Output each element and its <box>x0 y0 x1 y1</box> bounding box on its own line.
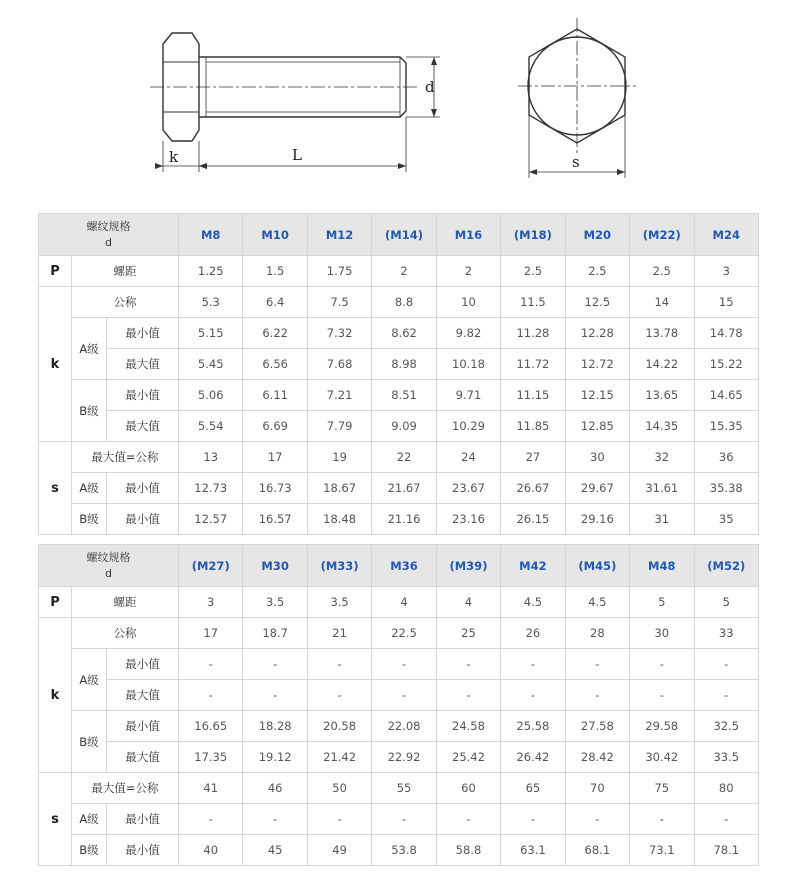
s-max-value: 46 <box>243 773 307 804</box>
pitch-value: 1.5 <box>243 256 307 287</box>
size-header: M48 <box>630 545 694 587</box>
pitch-value: 3.5 <box>243 587 307 618</box>
s-max-value: 27 <box>501 442 565 473</box>
k-a-min-value: - <box>307 649 371 680</box>
k-a-min-value: - <box>436 649 500 680</box>
s-a-min-value: - <box>243 804 307 835</box>
k-nominal-value: 5.3 <box>179 287 243 318</box>
thread-spec-header <box>39 545 179 587</box>
k-a-min-value: - <box>372 649 436 680</box>
size-header: (M52) <box>694 545 759 587</box>
size-header: M16 <box>436 214 500 256</box>
pitch-label: 螺距 <box>72 587 179 618</box>
dimension-label-L: L <box>292 146 302 164</box>
k-b-min-value: 24.58 <box>436 711 500 742</box>
pitch-label: 螺距 <box>72 256 179 287</box>
k-a-max-value: - <box>694 680 759 711</box>
pitch-value: 2 <box>372 256 436 287</box>
size-header: (M18) <box>501 214 565 256</box>
size-header: M12 <box>307 214 371 256</box>
k-nominal-value: 15 <box>694 287 759 318</box>
k-b-min-value: 13.65 <box>630 380 694 411</box>
k-b-max-value: 25.42 <box>436 742 500 773</box>
k-a-max-value: 8.98 <box>372 349 436 380</box>
pitch-value: 2.5 <box>501 256 565 287</box>
size-header: (M39) <box>436 545 500 587</box>
s-max-value: 65 <box>501 773 565 804</box>
s-a-min-value: 35.38 <box>694 473 759 504</box>
k-a-max-value: 11.72 <box>501 349 565 380</box>
min-label: 最小值 <box>107 649 179 680</box>
max-label: 最大值 <box>107 742 179 773</box>
size-header: (M45) <box>565 545 629 587</box>
grade-a-label: A级 <box>72 318 107 380</box>
s-a-min-value: 29.67 <box>565 473 629 504</box>
k-a-max-value: 12.72 <box>565 349 629 380</box>
k-b-min-value: 25.58 <box>501 711 565 742</box>
k-a-max-value: 6.56 <box>243 349 307 380</box>
size-header: (M27) <box>179 545 243 587</box>
k-nominal-value: 25 <box>436 618 500 649</box>
grade-b-label: B级 <box>72 835 107 866</box>
group-label-p: P <box>39 587 72 618</box>
dimension-label-k: k <box>169 148 179 166</box>
k-a-min-value: 11.28 <box>501 318 565 349</box>
k-a-max-value: - <box>565 680 629 711</box>
s-a-min-value: - <box>307 804 371 835</box>
dimension-label-s: s <box>572 153 580 171</box>
k-b-min-value: 29.58 <box>630 711 694 742</box>
size-header: M8 <box>179 214 243 256</box>
s-a-min-value: 31.61 <box>630 473 694 504</box>
k-b-min-value: 22.08 <box>372 711 436 742</box>
table-row <box>39 287 759 318</box>
k-b-min-value: 32.5 <box>694 711 759 742</box>
k-a-max-value: - <box>436 680 500 711</box>
table-row <box>39 545 759 587</box>
dimension-label-d: d <box>425 78 435 96</box>
s-max-value: 32 <box>630 442 694 473</box>
group-label-k: k <box>39 618 72 773</box>
table-row <box>39 256 759 287</box>
k-b-max-value: 5.54 <box>179 411 243 442</box>
size-header: (M14) <box>372 214 436 256</box>
k-nominal-value: 11.5 <box>501 287 565 318</box>
s-a-min-value: - <box>372 804 436 835</box>
s-a-min-value: - <box>501 804 565 835</box>
k-b-max-value: 7.79 <box>307 411 371 442</box>
s-max-value: 13 <box>179 442 243 473</box>
min-label: 最小值 <box>107 318 179 349</box>
min-label: 最小值 <box>107 473 179 504</box>
size-header: M10 <box>243 214 307 256</box>
group-label-s: s <box>39 442 72 535</box>
grade-b-label: B级 <box>72 504 107 535</box>
k-nominal-value: 33 <box>694 618 759 649</box>
s-max-value: 70 <box>565 773 629 804</box>
k-nominal-value: 12.5 <box>565 287 629 318</box>
k-b-max-value: 33.5 <box>694 742 759 773</box>
s-b-min-value: 31 <box>630 504 694 535</box>
s-max-value: 60 <box>436 773 500 804</box>
s-max-value: 75 <box>630 773 694 804</box>
size-header: M30 <box>243 545 307 587</box>
s-b-min-value: 35 <box>694 504 759 535</box>
k-a-min-value: 8.62 <box>372 318 436 349</box>
k-a-min-value: - <box>694 649 759 680</box>
min-label: 最小值 <box>107 835 179 866</box>
table-row <box>39 442 759 473</box>
table-row <box>39 504 759 535</box>
k-b-min-value: 27.58 <box>565 711 629 742</box>
s-a-min-value: 18.67 <box>307 473 371 504</box>
pitch-value: 1.25 <box>179 256 243 287</box>
k-nominal-value: 7.5 <box>307 287 371 318</box>
k-a-min-value: - <box>501 649 565 680</box>
s-b-min-value: 49 <box>307 835 371 866</box>
k-a-min-value: 6.22 <box>243 318 307 349</box>
k-a-max-value: 7.68 <box>307 349 371 380</box>
k-nominal-value: 18.7 <box>243 618 307 649</box>
k-b-max-value: 14.35 <box>630 411 694 442</box>
s-max-value: 36 <box>694 442 759 473</box>
s-b-min-value: 53.8 <box>372 835 436 866</box>
k-b-min-value: 16.65 <box>179 711 243 742</box>
group-label-p: P <box>39 256 72 287</box>
pitch-value: 2.5 <box>630 256 694 287</box>
k-nominal-value: 17 <box>179 618 243 649</box>
size-header: (M33) <box>307 545 371 587</box>
k-b-min-value: 12.15 <box>565 380 629 411</box>
k-b-max-value: 15.35 <box>694 411 759 442</box>
size-header: M36 <box>372 545 436 587</box>
s-b-min-value: 21.16 <box>372 504 436 535</box>
group-label-s: s <box>39 773 72 866</box>
min-label: 最小值 <box>107 504 179 535</box>
s-b-min-value: 29.16 <box>565 504 629 535</box>
table-row <box>39 742 759 773</box>
pitch-value: 1.75 <box>307 256 371 287</box>
grade-a-label: A级 <box>72 473 107 504</box>
k-a-max-value: - <box>501 680 565 711</box>
max-label: 最大值 <box>107 349 179 380</box>
s-max-value: 50 <box>307 773 371 804</box>
table-row <box>39 773 759 804</box>
s-max-value: 17 <box>243 442 307 473</box>
k-b-max-value: 11.85 <box>501 411 565 442</box>
table-row <box>39 318 759 349</box>
size-header: M42 <box>501 545 565 587</box>
bolt-spec-table-2 <box>38 544 759 866</box>
k-a-min-value: 12.28 <box>565 318 629 349</box>
s-max-value: 24 <box>436 442 500 473</box>
pitch-value: 2 <box>436 256 500 287</box>
size-header: (M22) <box>630 214 694 256</box>
k-b-max-value: 17.35 <box>179 742 243 773</box>
max-label: 最大值 <box>107 411 179 442</box>
s-a-min-value: - <box>694 804 759 835</box>
pitch-value: 2.5 <box>565 256 629 287</box>
k-b-max-value: 28.42 <box>565 742 629 773</box>
thread-spec-header <box>39 214 179 256</box>
k-a-max-value: 15.22 <box>694 349 759 380</box>
pitch-value: 5 <box>630 587 694 618</box>
thread-spec-label: 螺纹规格 <box>86 550 131 564</box>
table-row <box>39 214 759 256</box>
k-b-max-value: 12.85 <box>565 411 629 442</box>
s-a-min-value: - <box>630 804 694 835</box>
s-b-min-value: 68.1 <box>565 835 629 866</box>
pitch-value: 4 <box>436 587 500 618</box>
pitch-value: 3 <box>179 587 243 618</box>
pitch-value: 4.5 <box>565 587 629 618</box>
k-a-max-value: 10.18 <box>436 349 500 380</box>
s-a-min-value: - <box>436 804 500 835</box>
s-a-min-value: 21.67 <box>372 473 436 504</box>
table-row <box>39 804 759 835</box>
min-label: 最小值 <box>107 711 179 742</box>
table-row <box>39 411 759 442</box>
k-b-min-value: 9.71 <box>436 380 500 411</box>
k-b-min-value: 7.21 <box>307 380 371 411</box>
table-row <box>39 711 759 742</box>
s-b-min-value: 63.1 <box>501 835 565 866</box>
bolt-spec-table-1 <box>38 213 759 535</box>
s-b-min-value: 58.8 <box>436 835 500 866</box>
k-b-max-value: 19.12 <box>243 742 307 773</box>
s-max-label: 最大值=公称 <box>72 442 179 473</box>
s-a-min-value: 16.73 <box>243 473 307 504</box>
s-a-min-value: 26.67 <box>501 473 565 504</box>
k-nominal-label: 公称 <box>72 287 179 318</box>
k-a-min-value: 9.82 <box>436 318 500 349</box>
k-a-max-value: 14.22 <box>630 349 694 380</box>
k-a-max-value: - <box>243 680 307 711</box>
grade-a-label: A级 <box>72 804 107 835</box>
k-nominal-value: 21 <box>307 618 371 649</box>
k-b-min-value: 6.11 <box>243 380 307 411</box>
k-a-max-value: - <box>372 680 436 711</box>
k-a-min-value: 7.32 <box>307 318 371 349</box>
s-b-min-value: 18.48 <box>307 504 371 535</box>
k-b-min-value: 20.58 <box>307 711 371 742</box>
s-max-value: 19 <box>307 442 371 473</box>
s-a-min-value: 23.67 <box>436 473 500 504</box>
pitch-value: 3.5 <box>307 587 371 618</box>
pitch-value: 4.5 <box>501 587 565 618</box>
pitch-value: 3 <box>694 256 759 287</box>
k-a-max-value: 5.45 <box>179 349 243 380</box>
k-a-min-value: - <box>565 649 629 680</box>
table-row <box>39 618 759 649</box>
table-row <box>39 680 759 711</box>
k-b-max-value: 6.69 <box>243 411 307 442</box>
k-nominal-value: 10 <box>436 287 500 318</box>
s-b-min-value: 12.57 <box>179 504 243 535</box>
k-a-max-value: - <box>179 680 243 711</box>
k-b-min-value: 18.28 <box>243 711 307 742</box>
k-a-min-value: 14.78 <box>694 318 759 349</box>
k-nominal-label: 公称 <box>72 618 179 649</box>
k-nominal-value: 28 <box>565 618 629 649</box>
min-label: 最小值 <box>107 804 179 835</box>
min-label: 最小值 <box>107 380 179 411</box>
s-max-value: 80 <box>694 773 759 804</box>
size-header: M20 <box>565 214 629 256</box>
k-b-min-value: 14.65 <box>694 380 759 411</box>
s-b-min-value: 73.1 <box>630 835 694 866</box>
k-b-max-value: 10.29 <box>436 411 500 442</box>
s-b-min-value: 16.57 <box>243 504 307 535</box>
thread-spec-label: 螺纹规格 <box>86 219 131 233</box>
pitch-value: 5 <box>694 587 759 618</box>
k-a-min-value: - <box>179 649 243 680</box>
s-b-min-value: 45 <box>243 835 307 866</box>
k-b-min-value: 5.06 <box>179 380 243 411</box>
bolt-dimension-drawing <box>0 0 800 200</box>
k-b-min-value: 8.51 <box>372 380 436 411</box>
table-row <box>39 473 759 504</box>
s-a-min-value: - <box>565 804 629 835</box>
k-nominal-value: 30 <box>630 618 694 649</box>
table-row <box>39 349 759 380</box>
k-nominal-value: 6.4 <box>243 287 307 318</box>
k-b-min-value: 11.15 <box>501 380 565 411</box>
thread-spec-symbol: d <box>105 566 112 580</box>
k-b-max-value: 26.42 <box>501 742 565 773</box>
s-a-min-value: - <box>179 804 243 835</box>
k-a-min-value: - <box>630 649 694 680</box>
k-b-max-value: 21.42 <box>307 742 371 773</box>
k-b-max-value: 9.09 <box>372 411 436 442</box>
k-a-min-value: - <box>243 649 307 680</box>
grade-b-label: B级 <box>72 711 107 773</box>
k-nominal-value: 22.5 <box>372 618 436 649</box>
thread-spec-symbol: d <box>105 235 112 249</box>
pitch-value: 4 <box>372 587 436 618</box>
k-a-max-value: - <box>630 680 694 711</box>
k-a-min-value: 13.78 <box>630 318 694 349</box>
k-a-max-value: - <box>307 680 371 711</box>
s-b-min-value: 26.15 <box>501 504 565 535</box>
s-max-label: 最大值=公称 <box>72 773 179 804</box>
k-b-max-value: 30.42 <box>630 742 694 773</box>
s-max-value: 55 <box>372 773 436 804</box>
k-a-min-value: 5.15 <box>179 318 243 349</box>
table-row <box>39 835 759 866</box>
s-max-value: 22 <box>372 442 436 473</box>
grade-b-label: B级 <box>72 380 107 442</box>
s-a-min-value: 12.73 <box>179 473 243 504</box>
s-max-value: 41 <box>179 773 243 804</box>
table-row <box>39 649 759 680</box>
table-row <box>39 380 759 411</box>
s-b-min-value: 40 <box>179 835 243 866</box>
s-b-min-value: 23.16 <box>436 504 500 535</box>
k-b-max-value: 22.92 <box>372 742 436 773</box>
table-row <box>39 587 759 618</box>
size-header: M24 <box>694 214 759 256</box>
max-label: 最大值 <box>107 680 179 711</box>
s-max-value: 30 <box>565 442 629 473</box>
k-nominal-value: 26 <box>501 618 565 649</box>
grade-a-label: A级 <box>72 649 107 711</box>
s-b-min-value: 78.1 <box>694 835 759 866</box>
k-nominal-value: 14 <box>630 287 694 318</box>
k-nominal-value: 8.8 <box>372 287 436 318</box>
group-label-k: k <box>39 287 72 442</box>
